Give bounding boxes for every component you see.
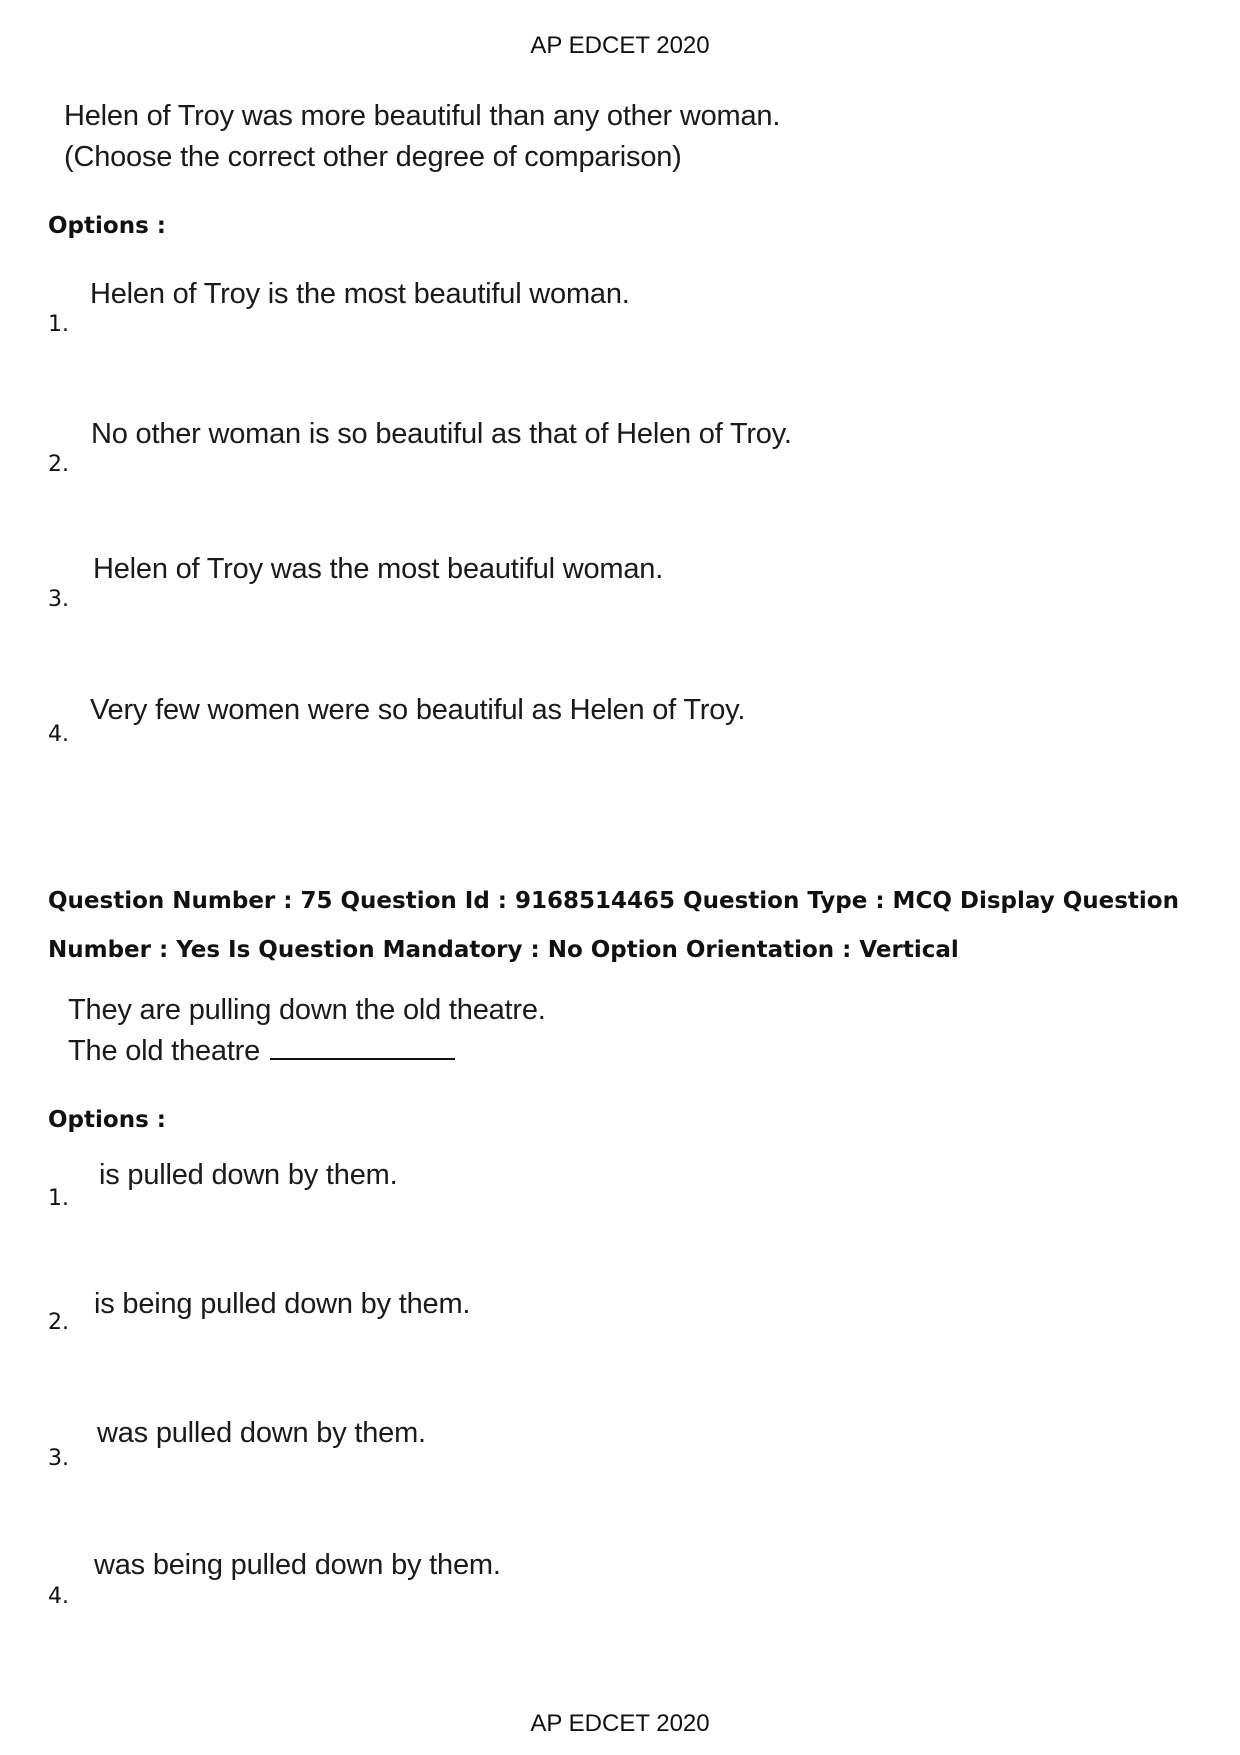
question-74-text — [64, 96, 780, 178]
q74-option-4-text[interactable]: Very few women were so beautiful as Helen of Troy. — [90, 694, 746, 726]
q74-option-4-number: 4. — [48, 722, 69, 747]
q75-option-2-text[interactable]: is being pulled down by them. — [94, 1288, 471, 1320]
answer-blank-line — [270, 1057, 455, 1060]
q75-meta-line-1: Question Number : 75 Question Id : 9168514465 Question Type : MCQ Display Question — [48, 888, 1179, 914]
q75-option-4-text[interactable]: was being pulled down by them. — [94, 1549, 501, 1581]
q75-option-1-number: 1. — [48, 1186, 69, 1211]
q74-option-1-text[interactable]: Helen of Troy is the most beautiful woman. — [90, 278, 630, 310]
q75-option-2-number: 2. — [48, 1310, 69, 1335]
question-75-text — [68, 990, 546, 1072]
q74-options-label: Options : — [48, 213, 166, 239]
q75-option-3-text[interactable]: was pulled down by them. — [97, 1417, 426, 1449]
q74-option-2-text[interactable]: No other woman is so beautiful as that of Helen of Troy. — [91, 418, 792, 450]
q75-option-4-number: 4. — [48, 1584, 69, 1609]
q75-option-3-number: 3. — [48, 1446, 69, 1471]
q74-option-2-number: 2. — [48, 452, 69, 477]
q75-meta-line-2: Number : Yes Is Question Mandatory : No Option Orientation : Vertical — [48, 937, 959, 963]
q75-options-label: Options : — [48, 1107, 166, 1133]
question-75-line-2-text: The old theatre — [68, 1035, 261, 1067]
q74-option-1-number: 1. — [48, 312, 69, 337]
question-75-line-2 — [68, 1031, 546, 1072]
page-header: AP EDCET 2020 — [530, 32, 710, 59]
q74-option-3-text[interactable]: Helen of Troy was the most beautiful woman. — [93, 553, 664, 585]
question-74-line-2: (Choose the correct other degree of comparison) — [64, 141, 682, 173]
question-75-line-1: They are pulling down the old theatre. — [68, 994, 546, 1026]
q75-option-1-text[interactable]: is pulled down by them. — [99, 1159, 398, 1191]
q74-option-3-number: 3. — [48, 587, 69, 612]
question-74-line-1: Helen of Troy was more beautiful than any other woman. — [64, 100, 781, 132]
page-footer: AP EDCET 2020 — [530, 1710, 710, 1737]
